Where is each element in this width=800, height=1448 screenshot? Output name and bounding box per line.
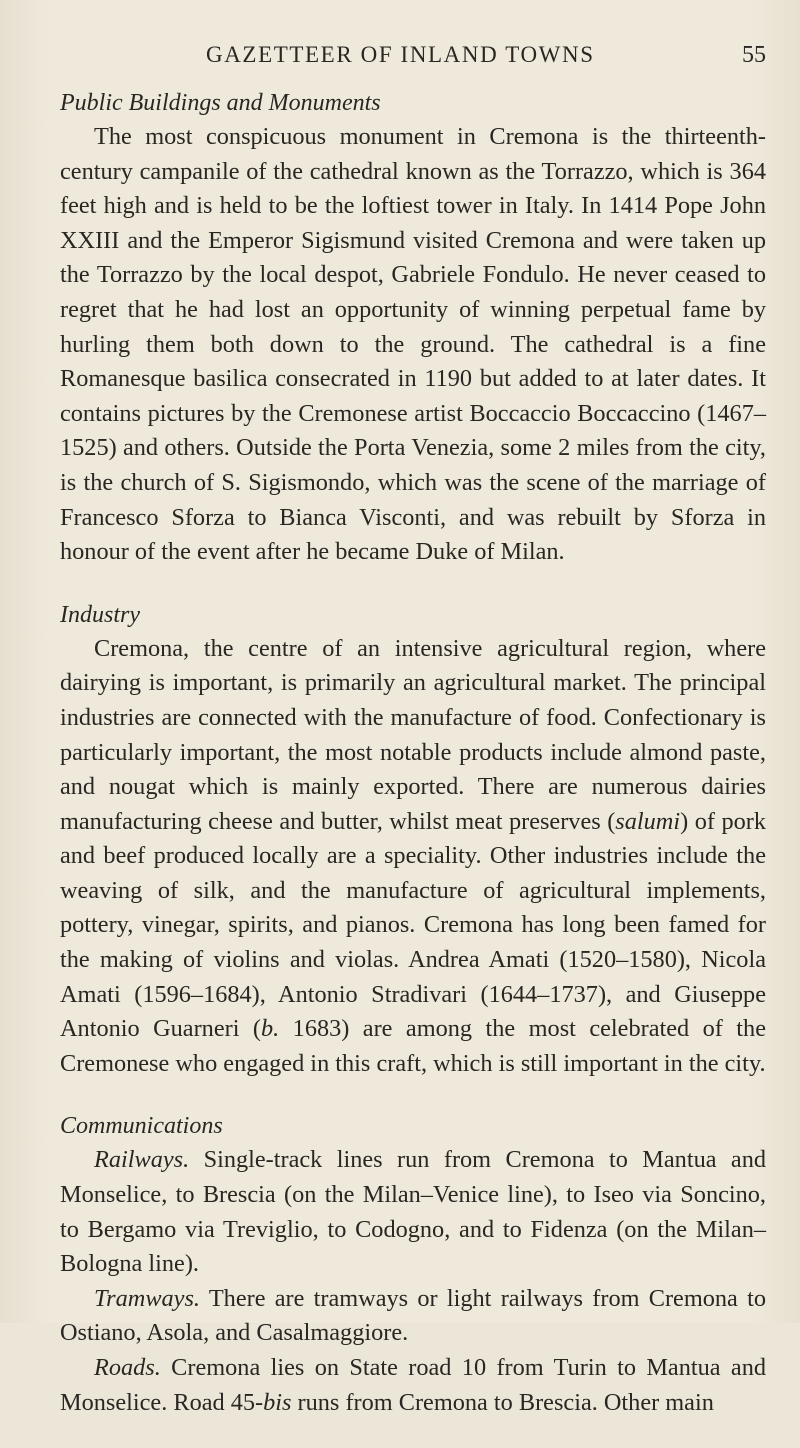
- paragraph-tramways: [60, 1282, 766, 1351]
- section-heading-industry: Industry: [60, 601, 140, 628]
- page-body: [60, 86, 766, 1448]
- lead-roads: Roads.: [94, 1354, 161, 1381]
- industry-text-2: ) of pork and beef produced locally are a speciality. Other industries include the weaving of silk, and the manufacture of agricultural implements, pottery, vinegar, spirits, and pianos. Cremona has long been famed for the making of violins and violas. Andrea Amati (1520–1580), Nicola Amati (1596–1684), Antonio Stradivari (1644–1737), and Giuseppe Antonio Guarneri (: [60, 807, 766, 1043]
- section-heading-communications: Communications: [60, 1113, 223, 1140]
- paragraph-railways: [60, 1143, 766, 1281]
- section-public-buildings: [60, 86, 766, 570]
- section-heading-public-buildings: Public Buildings and Monuments: [60, 90, 381, 116]
- section-communications: [60, 1109, 766, 1420]
- lead-railways: Railways.: [94, 1146, 190, 1174]
- paragraph-public-buildings: The most conspicuous monument in Cremona is the thirteenth-century campanile of the cathedral known as the Torrazzo, which is 364 feet high and is held to be the loftiest tower in Italy. In 1414 Pope John XXIII and the Emperor Sigismund visited Cremona and were taken up the Torrazzo by the local despot, Gabriele Fondulo. He never ceased to regret that he had lost an opportunity of winning perpetual fame by hurling them both down to the ground. The cathedral is a fine Romanesque basilica consecrated in 1190 but added to at later dates. It contains pictures by the Cremonese artist Boccaccio Boccaccino (1467–1525) and others. Outside the Porta Venezia, some 2 miles from the city, is the church of S. Sigismondo, which was the scene of the marriage of Francesco Sforza to Bianca Visconti, and was rebuilt by Sforza in honour of the event after he became Duke of Milan.: [60, 123, 766, 566]
- term-bis: bis: [263, 1388, 292, 1416]
- industry-text-3: 1683) are among the most celebrated of the Cremonese who engaged in this craft, which is still important in the city.: [60, 1015, 766, 1077]
- running-head: GAZETTEER OF INLAND TOWNS: [206, 42, 595, 67]
- industry-text-1: Cremona, the centre of an intensive agricultural region, where dairying is important, is primarily an agricultural market. The principal industries are connected with the manufacture of food. Confectionary is particularly important, the most notable products include almond paste, and nougat which is mainly exported. There are numerous dairies manufacturing cheese and butter, whilst meat preserves (: [60, 634, 766, 835]
- page-header: [0, 42, 800, 76]
- paragraph-roads: [60, 1351, 766, 1420]
- page-number: 55: [742, 42, 766, 68]
- section-industry: [60, 598, 766, 1082]
- lead-tramways: Tramways.: [94, 1284, 200, 1312]
- tramways-text: There are tramways or light railways from Cremona to Ostiano, Asola, and Casalmaggiore.: [60, 1284, 766, 1347]
- roads-text-2: runs from Cremona to Brescia. Other main: [291, 1388, 714, 1416]
- term-salumi: salumi: [615, 807, 681, 835]
- railways-text: Single-track lines run from Cremona to Mantua and Monselice, to Brescia (on the Milan–Venice line), to Iseo via Soncino, to Bergamo via Treviglio, to Codogno, and to Fidenza (on the Milan–Bologna line).: [60, 1146, 766, 1278]
- paragraph-industry: [60, 632, 766, 1082]
- abbrev-born: b.: [260, 1015, 280, 1043]
- roads-text-1: Cremona lies on State road 10 from Turin to Mantua and Monselice. Road 45-: [60, 1354, 766, 1416]
